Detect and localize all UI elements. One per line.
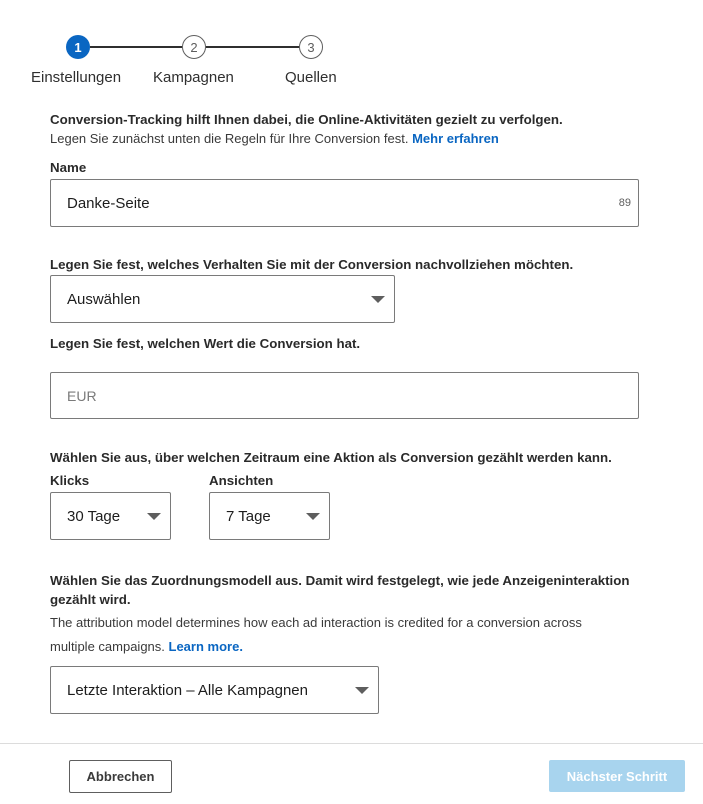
views-label: Ansichten [209,473,274,488]
window-label: Wählen Sie aus, über welchen Zeitraum eine Aktion als Conversion gezählt werden kann. [50,450,612,465]
behavior-select-value: Auswählen [67,290,141,308]
value-label: Legen Sie fest, welchen Wert die Conversion hat. [50,336,361,351]
intro-heading: Conversion-Tracking hilft Ihnen dabei, die Online-Aktivitäten gezielt zu verfolgen. [50,112,563,127]
clicks-label: Klicks [50,473,90,488]
value-input[interactable] [50,372,639,419]
intro-text [50,131,499,146]
step-connector [206,46,299,48]
attribution-heading: Wählen Sie das Zuordnungsmodell aus. Damit wird festgelegt, wie jede Anzeigeninteraktion [50,573,630,588]
step-2-indicator: 2 [182,35,206,59]
attribution-model-value: Letzte Interaktion – Alle Kampagnen [67,681,308,699]
attribution-learn-more-link[interactable]: Learn more. [168,639,243,654]
value-input-placeholder: EUR [67,387,97,404]
step-2-label: Kampagnen [153,69,234,86]
learn-more-link[interactable]: Mehr erfahren [412,131,499,146]
step-1-indicator: 1 [66,35,90,59]
attribution-model-select[interactable] [50,666,379,714]
views-window-select[interactable] [209,492,330,540]
next-step-button[interactable]: Nächster Schritt [549,760,685,792]
chevron-down-icon [371,296,385,303]
cancel-button[interactable]: Abbrechen [69,760,172,793]
footer-divider [0,743,703,744]
name-input-value: Danke-Seite [67,194,150,212]
attribution-description-text: multiple campaigns. [50,639,165,654]
chevron-down-icon [355,687,369,694]
intro-description: Legen Sie zunächst unten die Regeln für Ihre Conversion fest. [50,131,409,146]
chevron-down-icon [306,513,320,520]
chevron-down-icon [147,513,161,520]
clicks-window-value: 30 Tage [67,507,121,525]
character-counter: 89 [618,197,631,209]
behavior-label: Legen Sie fest, welches Verhalten Sie mit der Conversion nachvollziehen möchten. [50,257,574,272]
attribution-heading-cont: gezählt wird. [50,592,131,607]
behavior-select[interactable] [50,275,395,323]
step-3-indicator: 3 [299,35,323,59]
progress-stepper [0,35,400,95]
step-1-label: Einstellungen [31,69,122,86]
views-window-value: 7 Tage [226,507,271,525]
step-3-label: Quellen [285,69,337,86]
step-connector [90,46,182,48]
attribution-description-cont [50,639,243,654]
name-label: Name [50,160,87,175]
name-input[interactable] [50,179,639,227]
attribution-description: The attribution model determines how each ad interaction is credited for a conversion across [50,615,582,630]
clicks-window-select[interactable] [50,492,171,540]
